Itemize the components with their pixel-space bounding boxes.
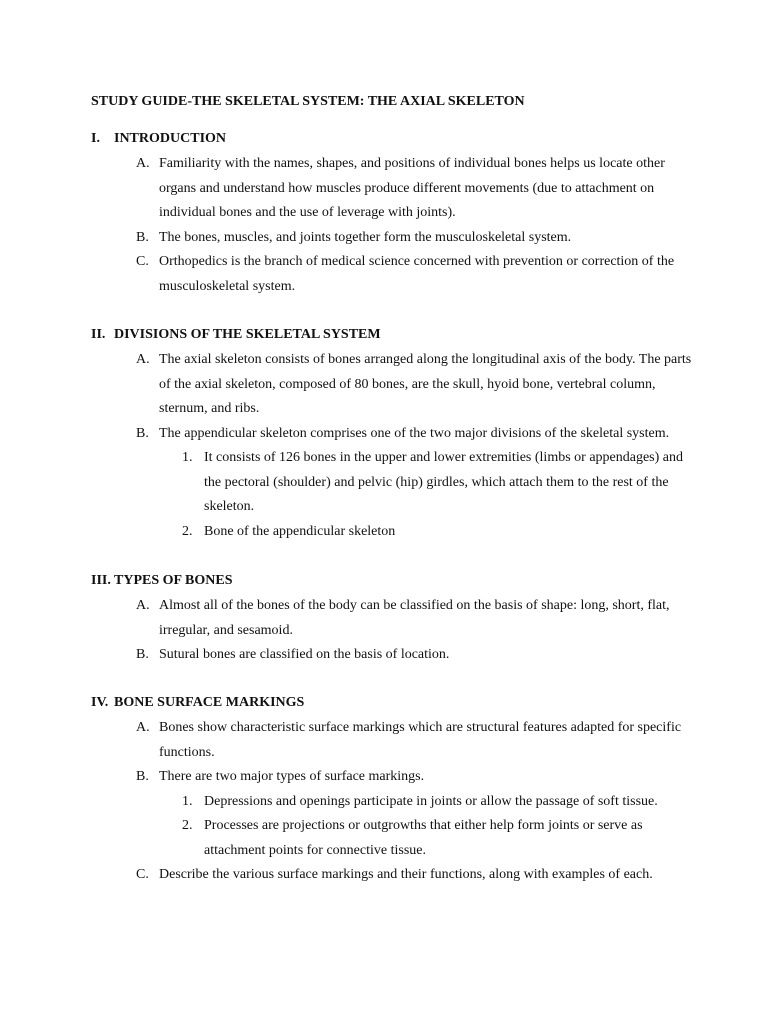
list-item [136,422,696,447]
item-text: There are two major types of surface markings. [159,769,425,784]
item-label: A. [136,598,150,613]
sub-list-item [182,446,696,520]
item-label: C. [136,254,149,269]
sub-item-text: It consists of 126 bones in the upper and lower extremities (limbs or appendages) and the pectoral (shoulder) and pelvic (hip) girdles, which attach them to the rest of the skeleton. [204,450,683,514]
list-item [136,863,696,888]
item-text: The appendicular skeleton comprises one of the two major divisions of the skeletal system. [159,426,670,441]
sub-list-item [182,520,696,545]
item-label: A. [136,720,150,735]
section-title: BONE SURFACE MARKINGS [114,695,305,710]
list-item [136,226,696,251]
section-title: DIVISIONS OF THE SKELETAL SYSTEM [114,327,381,342]
item-label: C. [136,867,149,882]
section-heading [91,327,381,343]
item-text: The bones, muscles, and joints together form the musculoskeletal system. [159,230,572,245]
section-title: TYPES OF BONES [114,573,233,588]
section-heading [91,695,304,711]
list-item [136,250,696,299]
section-number: IV. [91,695,109,710]
item-text: Sutural bones are classified on the basis of location. [159,647,450,662]
item-label: A. [136,352,150,367]
section-heading [91,131,226,147]
sub-item-text: Processes are projections or outgrowths that either help form joints or serve as attachment points for connective tissue. [204,818,643,858]
section-number: I. [91,131,100,146]
list-item [136,348,696,422]
item-label: A. [136,156,150,171]
list-item [136,594,696,643]
item-text: Describe the various surface markings and their functions, along with examples of each. [159,867,653,882]
sub-list-item [182,814,696,863]
item-text: Familiarity with the names, shapes, and positions of individual bones helps us locate other organs and understand how muscles produce different movements (due to attachment on individual bones and the use of leverage with joints). [159,156,665,220]
item-label: B. [136,426,149,441]
section-heading [91,573,233,589]
item-text: Orthopedics is the branch of medical science concerned with prevention or correction of the musculoskeletal system. [159,254,675,294]
sub-item-label: 1. [182,450,193,465]
section-number: III. [91,573,111,588]
item-text: The axial skeleton consists of bones arranged along the longitudinal axis of the body. The parts of the axial skeleton, composed of 80 bones, are the skull, hyoid bone, vertebral column, sternum, and ribs. [159,352,692,416]
list-item [136,643,696,668]
item-label: B. [136,647,149,662]
document-title: STUDY GUIDE-THE SKELETAL SYSTEM: THE AXIAL SKELETON [91,94,525,109]
sub-item-text: Bone of the appendicular skeleton [204,524,396,539]
section-number: II. [91,327,106,342]
list-item [136,716,696,765]
sub-item-label: 1. [182,794,193,809]
item-label: B. [136,769,149,784]
item-text: Bones show characteristic surface markings which are structural features adapted for specific functions. [159,720,682,760]
sub-item-label: 2. [182,818,193,833]
sub-list-item [182,790,696,815]
item-text: Almost all of the bones of the body can be classified on the basis of shape: long, short, flat, irregular, and sesamoid. [159,598,670,638]
item-label: B. [136,230,149,245]
section-title: INTRODUCTION [114,131,227,146]
sub-item-text: Depressions and openings participate in joints or allow the passage of soft tissue. [204,794,658,809]
sub-item-label: 2. [182,524,193,539]
list-item [136,765,696,790]
list-item [136,152,696,226]
